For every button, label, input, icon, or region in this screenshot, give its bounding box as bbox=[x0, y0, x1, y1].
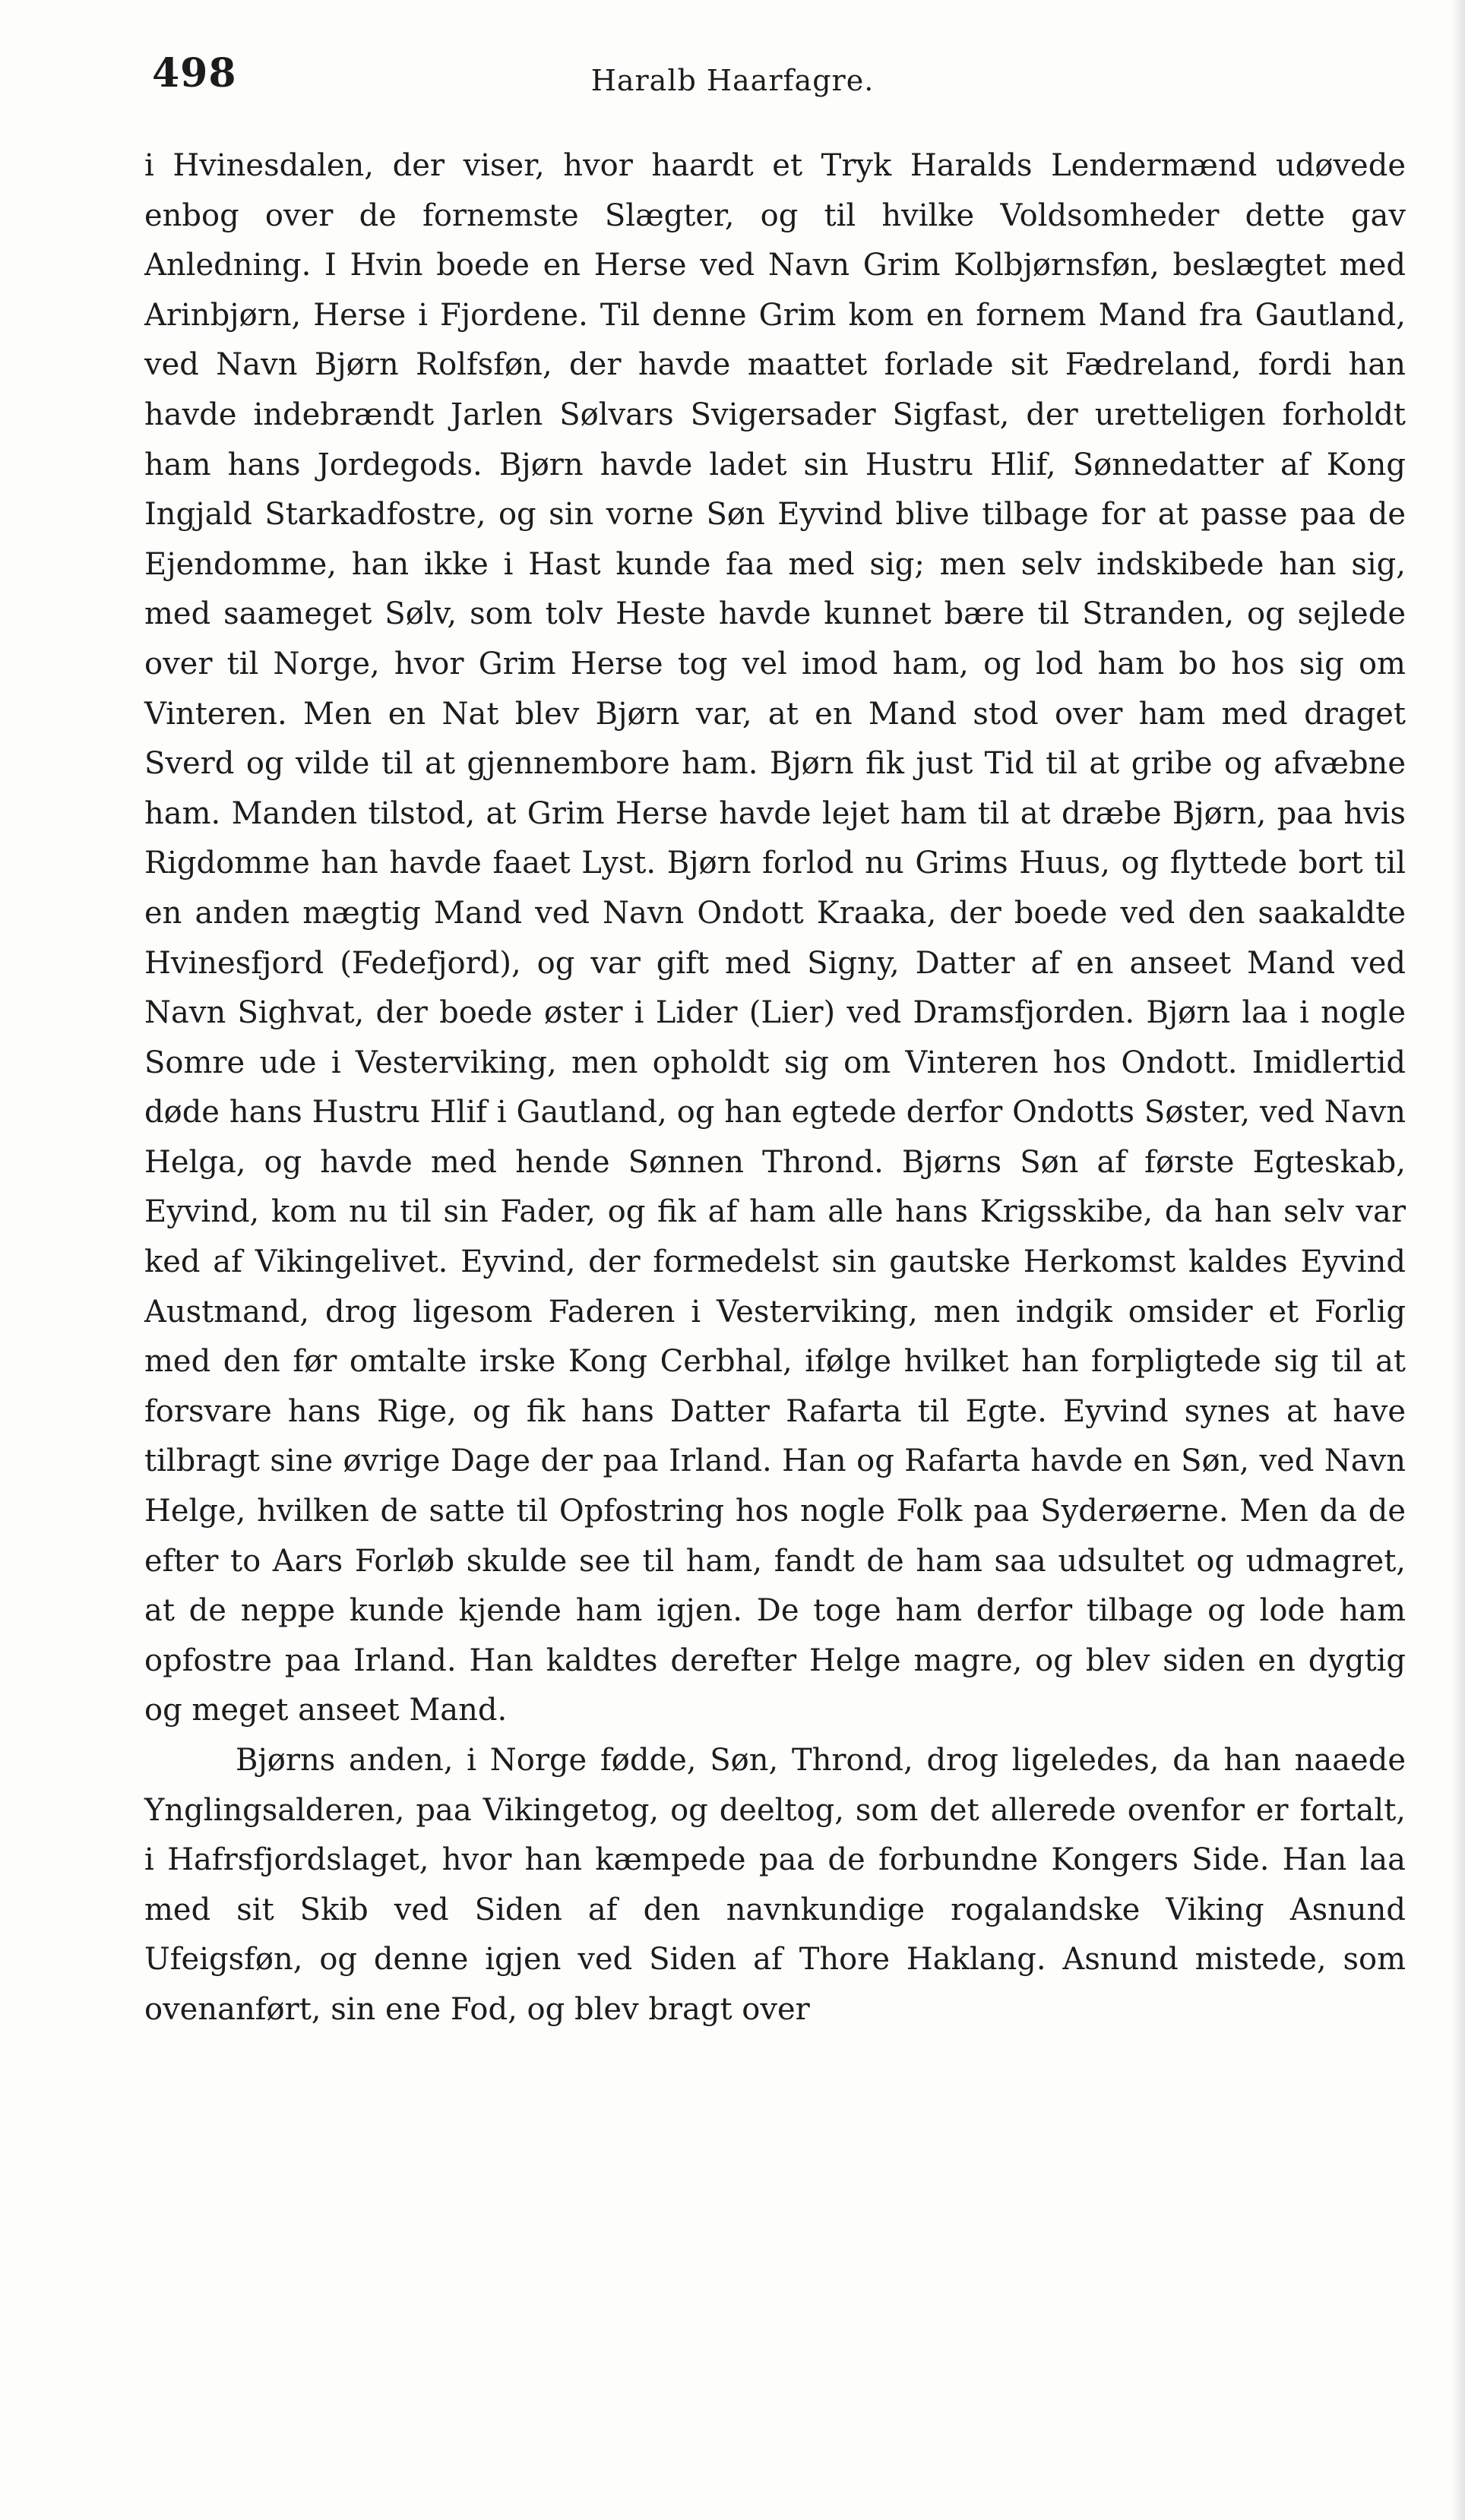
page-number: 498 bbox=[152, 50, 237, 96]
body-text bbox=[144, 141, 1406, 2035]
running-title: Haralb Haarfagre. bbox=[590, 64, 875, 97]
paragraph: i Hvinesdalen, der viser, hvor haardt et Tryk Haralds Lendermænd udøvede enbog over de fornemste Slægter, og til hvilke Voldsomheder dette gav Anledning. I Hvin boede en Herse ved Navn Grim Kolbjørnsføn, beslægtet med Arinbjørn, Herse i Fjordene. Til denne Grim kom en fornem Mand fra Gautland, ved Navn Bjørn Rolfsføn, der havde maattet forlade sit Fædreland, fordi han havde indebrændt Jarlen Sølvars Svigersader Sigfast, der uretteligen forholdt ham hans Jordegods. Bjørn havde ladet sin Hustru Hlif, Sønnedatter af Kong Ingjald Starkadfostre, og sin vorne Søn Eyvind blive tilbage for at passe paa de Ejendomme, han ikke i Hast kunde faa med sig; men selv indskibede han sig, med saameget Sølv, som tolv Heste havde kunnet bære til Stranden, og sejlede over til Norge, hvor Grim Herse tog vel imod ham, og lod ham bo hos sig om Vinteren. Men en Nat blev Bjørn var, at en Mand stod over ham med draget Sverd og vilde til at gjennembore ham. Bjørn fik just Tid til at gribe og afvæbne ham. Manden tilstod, at Grim Herse havde lejet ham til at dræbe Bjørn, paa hvis Rigdomme han havde faaet Lyst. Bjørn forlod nu Grims Huus, og flyttede bort til en anden mægtig Mand ved Navn Ondott Kraaka, der boede ved den saakaldte Hvinesfjord (Fedefjord), og var gift med Signy, Datter af en anseet Mand ved Navn Sighvat, der boede øster i Lider (Lier) ved Dramsfjorden. Bjørn laa i nogle Somre ude i Vesterviking, men opholdt sig om Vinteren hos Ondott. Imidlertid døde hans Hustru Hlif i Gautland, og han egtede derfor Ondotts Søster, ved Navn Helga, og havde med hende Sønnen Thrond. Bjørns Søn af første Egteskab, Eyvind, kom nu til sin Fader, og fik af ham alle hans Krigsskibe, da han selv var ked af Vikingelivet. Eyvind, der formedelst sin gautske Herkomst kaldes Eyvind Austmand, drog ligesom Faderen i Vesterviking, men indgik omsider et Forlig med den før omtalte irske Kong Cerbhal, ifølge hvilket han forpligtede sig til at forsvare hans Rige, og fik hans Datter Rafarta til Egte. Eyvind synes at have tilbragt sine øvrige Dage der paa Irland. Han og Rafarta havde en Søn, ved Navn Helge, hvilken de satte til Opfostring hos nogle Folk paa Syderøerne. Men da de efter to Aars Forløb skulde see til ham, fandt de ham saa udsultet og udmagret, at de neppe kunde kjende ham igjen. De toge ham derfor tilbage og lode ham opfostre paa Irland. Han kaldtes derefter Helge magre, og blev siden en dygtig og meget anseet Mand. bbox=[144, 148, 1406, 1728]
paragraph: Bjørns anden, i Norge fødde, Søn, Thrond, drog ligeledes, da han naaede Ynglingsalderen, paa Vikingetog, og deeltog, som det allerede ovenfor er fortalt, i Hafrsfjordslaget, hvor han kæmpede paa de forbundne Kongers Side. Han laa med sit Skib ved Siden af den navnkundige rogalandske Viking Asnund Ufeigsføn, og denne igjen ved Siden af Thore Haklang. Asnund mistede, som ovenanført, sin ene Fod, og blev bragt over bbox=[144, 1743, 1406, 2027]
page-edge-shadow bbox=[1451, 0, 1465, 2520]
